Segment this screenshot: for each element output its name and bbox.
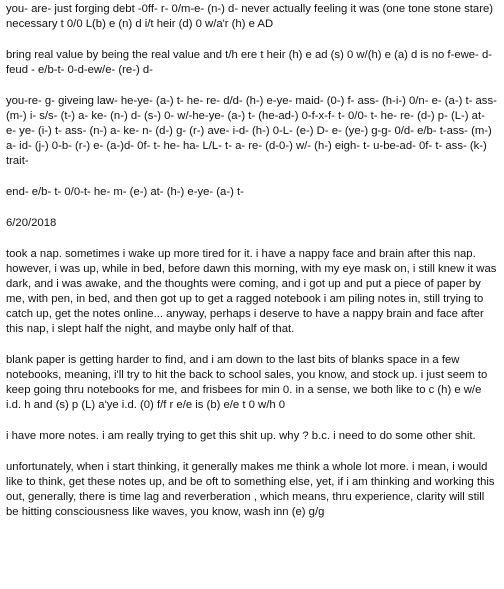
paragraph-5: took a nap. sometimes i wake up more tired for it. i have a nappy face and brain after this nap. however, i was up, while in bed, before dawn this morning, with my eye mask on, i still knew it was dark, and i was awake, and the thoughts were coming, and i got up and put a piece of paper by me, with pen, in bed, and then got up to get a ragged notebook i am piling notes in, still trying to catch up, get the notes online... anyway, perhaps i deserve to have a nappy brain and face after this nap, i slept half the night, and maybe only half of that.: [6, 248, 497, 335]
paragraph-2: bring real value by being the real value and t/h ere t heir (h) e ad (s) 0 w/(h) e (a) d is no f-ewe- d- feud - e/b-t- 0-d-ew/e- (re-) d-: [6, 49, 493, 76]
paragraph-3: you-re- g- giveing law- he-ye- (a-) t- he- re- d/d- (h-) e-ye- maid- (0-) f- ass- (h-i-) 0/n- e- (a-) t- ass- (m-) i- s/s- (t-) a- ke- (n-) d- (s-) 0- w/-he-ye- (a-) t- (he-ad-) 0-f-x-f- t- 0/0- t- he- re- (d-) p- (L-) at- e- ye- (i-) t- ass- (n-) a- ke- n- (d-) g- (r-) ave- i-d- (h-) 0-L- (e-) D- e- (ye-) g-g- 0/d- e/b- t-ass- (m-) a- id- (j-) 0-b- (r-) e- (a-)d- 0f- t- he- ha- L/L- t- a- re- (d-0-) w/- (h-) eigh- t- u-be-ad- 0f- t- ass- (k-) trait-: [6, 95, 497, 167]
paragraph-8: unfortunately, when i start thinking, it generally makes me think a whole lot more. i mean, i would like to think, get these notes up, and be oft to something else, yet, if i am thinking and working this out, generally, there is time lag and reverberation , which means, thru experience, clarity will still be hitting consciousness like waves, you know, wash inn (e) g/g: [6, 461, 495, 518]
paragraph-4: end- e/b- t- 0/0-t- he- m- (e-) at- (h-) e-ye- (a-) t-: [6, 186, 244, 198]
paragraph-1: you- are- just forging debt -0ff- r- 0/m-e- (n-) d- never actually feeling it was (one tone stone stare) necessary t 0/0 L(b) e (n) d i/t heir (d) 0 w/a'r (h) e AD: [6, 3, 494, 30]
paragraph-6: blank paper is getting harder to find, and i am down to the last bits of blanks space in a few notebooks, meaning, i'll try to hit the back to school sales, you know, and stock up. i just seem to keep going thru notebooks for me, and frisbees for min 0. in a sense, we both like to c (h) e w/e i.d. h and (s) p (L) a'ye i.d. (0) f/f r e/e is (b) e/e t 0 w/h 0: [6, 354, 488, 411]
paragraph-7: i have more notes. i am really trying to get this shit up. why ? b.c. i need to do some other shit.: [6, 430, 476, 442]
entry-date: 6/20/2018: [6, 217, 57, 229]
